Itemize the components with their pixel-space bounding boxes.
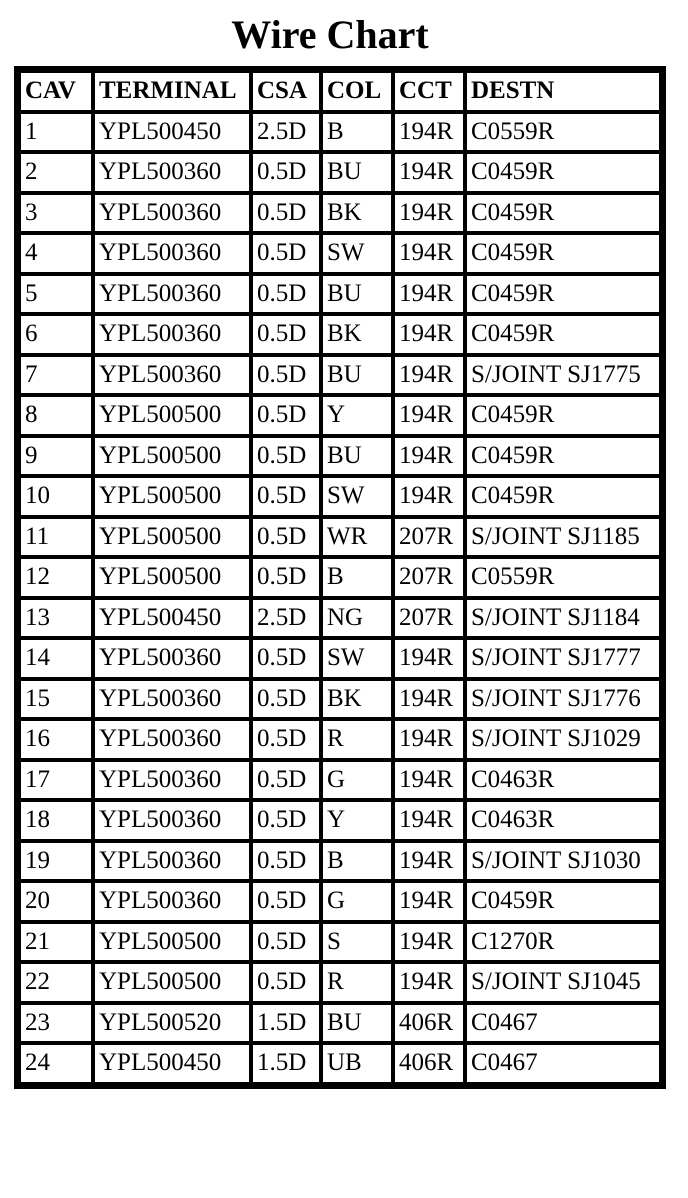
table-row xyxy=(19,112,661,153)
cell-cct: 194R xyxy=(393,800,465,841)
cell-col: SW xyxy=(321,476,393,517)
cell-col: BU xyxy=(321,274,393,315)
cell-csa: 0.5D xyxy=(251,719,321,760)
table-row xyxy=(19,760,661,801)
cell-destn: S/JOINT SJ1030 xyxy=(465,841,661,882)
cell-destn: C0463R xyxy=(465,800,661,841)
cell-col: UB xyxy=(321,1043,393,1084)
cell-cav: 10 xyxy=(19,476,93,517)
table-row xyxy=(19,922,661,963)
cell-cct: 207R xyxy=(393,598,465,639)
cell-col: NG xyxy=(321,598,393,639)
cell-cav: 20 xyxy=(19,881,93,922)
header-terminal: TERMINAL xyxy=(93,71,251,112)
table-row xyxy=(19,1043,661,1084)
cell-cav: 22 xyxy=(19,962,93,1003)
cell-terminal: YPL500360 xyxy=(93,760,251,801)
cell-terminal: YPL500360 xyxy=(93,193,251,234)
cell-col: B xyxy=(321,112,393,153)
cell-terminal: YPL500360 xyxy=(93,679,251,720)
cell-col: Y xyxy=(321,800,393,841)
cell-cct: 194R xyxy=(393,314,465,355)
cell-terminal: YPL500360 xyxy=(93,881,251,922)
cell-destn: C0459R xyxy=(465,193,661,234)
cell-cav: 4 xyxy=(19,233,93,274)
cell-cct: 207R xyxy=(393,557,465,598)
table-row xyxy=(19,881,661,922)
cell-cct: 406R xyxy=(393,1003,465,1044)
table-header xyxy=(19,71,661,112)
cell-col: B xyxy=(321,557,393,598)
cell-terminal: YPL500500 xyxy=(93,962,251,1003)
cell-terminal: YPL500450 xyxy=(93,1043,251,1084)
cell-cav: 1 xyxy=(19,112,93,153)
table-row xyxy=(19,314,661,355)
table-row xyxy=(19,193,661,234)
cell-cct: 194R xyxy=(393,233,465,274)
cell-cct: 194R xyxy=(393,962,465,1003)
cell-cav: 6 xyxy=(19,314,93,355)
cell-col: R xyxy=(321,719,393,760)
cell-col: BU xyxy=(321,355,393,396)
cell-cct: 207R xyxy=(393,517,465,558)
cell-col: B xyxy=(321,841,393,882)
cell-destn: S/JOINT SJ1775 xyxy=(465,355,661,396)
table-row xyxy=(19,962,661,1003)
cell-csa: 1.5D xyxy=(251,1003,321,1044)
cell-cav: 17 xyxy=(19,760,93,801)
cell-destn: C0459R xyxy=(465,233,661,274)
header-cct: CCT xyxy=(393,71,465,112)
cell-csa: 0.5D xyxy=(251,800,321,841)
cell-destn: C0459R xyxy=(465,476,661,517)
table-row xyxy=(19,355,661,396)
cell-col: SW xyxy=(321,233,393,274)
cell-cav: 24 xyxy=(19,1043,93,1084)
cell-cct: 194R xyxy=(393,638,465,679)
header-col: COL xyxy=(321,71,393,112)
cell-cav: 19 xyxy=(19,841,93,882)
cell-cct: 194R xyxy=(393,881,465,922)
cell-cav: 14 xyxy=(19,638,93,679)
cell-destn: C0559R xyxy=(465,557,661,598)
table-row xyxy=(19,476,661,517)
cell-csa: 0.5D xyxy=(251,517,321,558)
cell-terminal: YPL500450 xyxy=(93,112,251,153)
cell-cct: 194R xyxy=(393,760,465,801)
header-destn: DESTN xyxy=(465,71,661,112)
cell-terminal: YPL500360 xyxy=(93,719,251,760)
table-row xyxy=(19,557,661,598)
cell-terminal: YPL500500 xyxy=(93,476,251,517)
cell-col: SW xyxy=(321,638,393,679)
cell-destn: C0467 xyxy=(465,1043,661,1084)
cell-csa: 0.5D xyxy=(251,922,321,963)
cell-cav: 3 xyxy=(19,193,93,234)
cell-cav: 2 xyxy=(19,152,93,193)
wire-chart-table xyxy=(14,66,666,1089)
cell-destn: S/JOINT SJ1776 xyxy=(465,679,661,720)
cell-terminal: YPL500500 xyxy=(93,517,251,558)
table-row xyxy=(19,1003,661,1044)
cell-terminal: YPL500500 xyxy=(93,922,251,963)
cell-col: BK xyxy=(321,679,393,720)
cell-cct: 194R xyxy=(393,193,465,234)
header-row xyxy=(19,71,661,112)
table-row xyxy=(19,800,661,841)
table-row xyxy=(19,679,661,720)
table-row xyxy=(19,598,661,639)
cell-destn: C0459R xyxy=(465,314,661,355)
table-row xyxy=(19,638,661,679)
cell-cct: 194R xyxy=(393,355,465,396)
cell-cct: 194R xyxy=(393,679,465,720)
table-row xyxy=(19,841,661,882)
cell-cct: 406R xyxy=(393,1043,465,1084)
cell-terminal: YPL500360 xyxy=(93,841,251,882)
cell-terminal: YPL500500 xyxy=(93,436,251,477)
cell-destn: C0559R xyxy=(465,112,661,153)
cell-col: G xyxy=(321,881,393,922)
header-cav: CAV xyxy=(19,71,93,112)
cell-cct: 194R xyxy=(393,476,465,517)
cell-destn: C0459R xyxy=(465,881,661,922)
cell-csa: 0.5D xyxy=(251,679,321,720)
cell-destn: S/JOINT SJ1184 xyxy=(465,598,661,639)
cell-cct: 194R xyxy=(393,152,465,193)
cell-cav: 21 xyxy=(19,922,93,963)
table-row xyxy=(19,274,661,315)
cell-csa: 0.5D xyxy=(251,152,321,193)
cell-cav: 5 xyxy=(19,274,93,315)
cell-col: BU xyxy=(321,152,393,193)
cell-csa: 0.5D xyxy=(251,476,321,517)
page-title: Wire Chart xyxy=(231,12,429,57)
cell-csa: 0.5D xyxy=(251,557,321,598)
cell-terminal: YPL500360 xyxy=(93,355,251,396)
table-row xyxy=(19,233,661,274)
cell-cav: 11 xyxy=(19,517,93,558)
cell-col: BK xyxy=(321,314,393,355)
cell-cav: 18 xyxy=(19,800,93,841)
cell-destn: S/JOINT SJ1777 xyxy=(465,638,661,679)
cell-terminal: YPL500360 xyxy=(93,233,251,274)
cell-col: WR xyxy=(321,517,393,558)
table-row xyxy=(19,395,661,436)
cell-terminal: YPL500360 xyxy=(93,638,251,679)
cell-csa: 0.5D xyxy=(251,841,321,882)
cell-cct: 194R xyxy=(393,112,465,153)
cell-csa: 0.5D xyxy=(251,193,321,234)
cell-cct: 194R xyxy=(393,841,465,882)
cell-terminal: YPL500360 xyxy=(93,152,251,193)
cell-cav: 7 xyxy=(19,355,93,396)
cell-csa: 0.5D xyxy=(251,881,321,922)
cell-terminal: YPL500450 xyxy=(93,598,251,639)
cell-destn: C0467 xyxy=(465,1003,661,1044)
header-csa: CSA xyxy=(251,71,321,112)
cell-terminal: YPL500500 xyxy=(93,557,251,598)
cell-col: R xyxy=(321,962,393,1003)
cell-terminal: YPL500360 xyxy=(93,800,251,841)
cell-csa: 0.5D xyxy=(251,395,321,436)
cell-destn: C0463R xyxy=(465,760,661,801)
cell-destn: C0459R xyxy=(465,274,661,315)
cell-cav: 13 xyxy=(19,598,93,639)
cell-destn: S/JOINT SJ1045 xyxy=(465,962,661,1003)
table-row xyxy=(19,517,661,558)
table-row xyxy=(19,436,661,477)
cell-destn: C1270R xyxy=(465,922,661,963)
cell-cct: 194R xyxy=(393,274,465,315)
cell-terminal: YPL500360 xyxy=(93,274,251,315)
cell-col: Y xyxy=(321,395,393,436)
cell-cav: 23 xyxy=(19,1003,93,1044)
cell-csa: 0.5D xyxy=(251,962,321,1003)
cell-csa: 1.5D xyxy=(251,1043,321,1084)
cell-cav: 15 xyxy=(19,679,93,720)
cell-cct: 194R xyxy=(393,436,465,477)
cell-destn: S/JOINT SJ1185 xyxy=(465,517,661,558)
cell-destn: S/JOINT SJ1029 xyxy=(465,719,661,760)
table-row xyxy=(19,719,661,760)
cell-cct: 194R xyxy=(393,395,465,436)
cell-cct: 194R xyxy=(393,922,465,963)
table-body xyxy=(19,112,661,1084)
cell-col: BK xyxy=(321,193,393,234)
cell-cct: 194R xyxy=(393,719,465,760)
cell-destn: C0459R xyxy=(465,152,661,193)
cell-destn: C0459R xyxy=(465,436,661,477)
cell-col: BU xyxy=(321,1003,393,1044)
cell-csa: 0.5D xyxy=(251,274,321,315)
cell-csa: 0.5D xyxy=(251,760,321,801)
cell-cav: 12 xyxy=(19,557,93,598)
cell-terminal: YPL500360 xyxy=(93,314,251,355)
cell-csa: 0.5D xyxy=(251,638,321,679)
cell-terminal: YPL500520 xyxy=(93,1003,251,1044)
cell-csa: 2.5D xyxy=(251,598,321,639)
cell-csa: 0.5D xyxy=(251,436,321,477)
cell-col: S xyxy=(321,922,393,963)
table-row xyxy=(19,152,661,193)
cell-terminal: YPL500500 xyxy=(93,395,251,436)
cell-csa: 2.5D xyxy=(251,112,321,153)
cell-csa: 0.5D xyxy=(251,233,321,274)
cell-destn: C0459R xyxy=(465,395,661,436)
cell-csa: 0.5D xyxy=(251,314,321,355)
cell-col: G xyxy=(321,760,393,801)
cell-cav: 16 xyxy=(19,719,93,760)
cell-col: BU xyxy=(321,436,393,477)
cell-cav: 9 xyxy=(19,436,93,477)
cell-cav: 8 xyxy=(19,395,93,436)
cell-csa: 0.5D xyxy=(251,355,321,396)
